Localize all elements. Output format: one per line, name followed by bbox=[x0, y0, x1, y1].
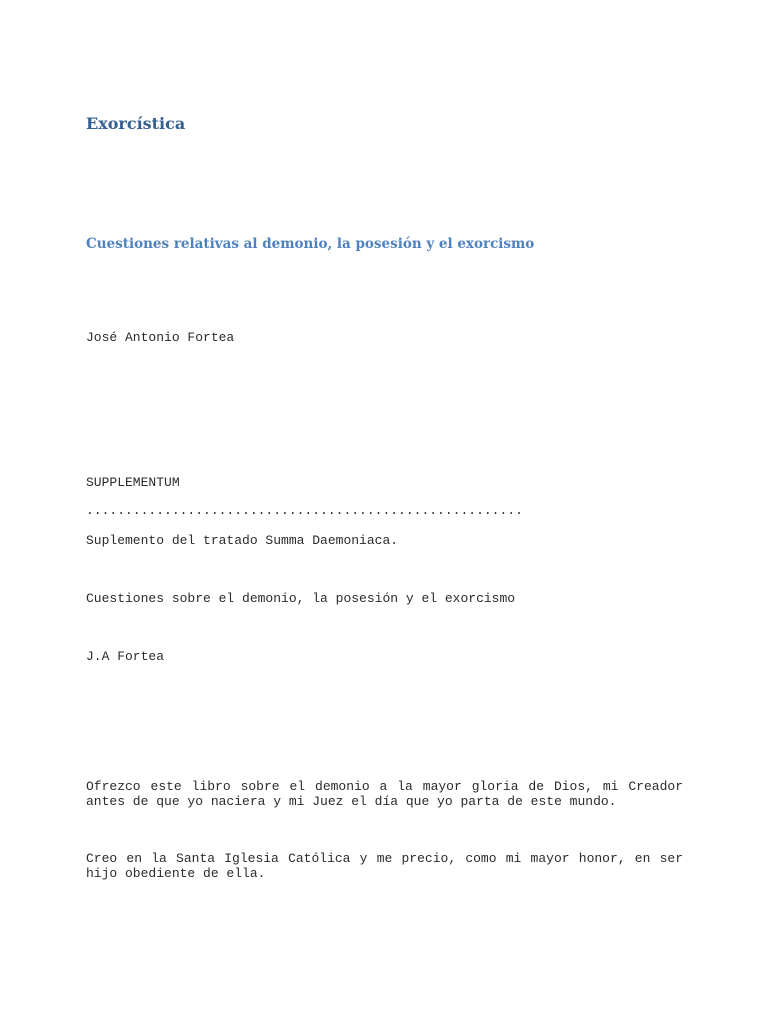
supplement-note: Suplemento del tratado Summa Daemoniaca. bbox=[86, 533, 399, 548]
dotted-separator: ........................................................ bbox=[86, 503, 523, 518]
document-title: Exorcística bbox=[86, 114, 186, 133]
questions-title: Cuestiones sobre el demonio, la posesión y el exorcismo bbox=[86, 591, 516, 606]
author-short: J.A Fortea bbox=[86, 649, 165, 664]
document-subtitle: Cuestiones relativas al demonio, la posesión y el exorcismo bbox=[86, 236, 535, 252]
dedication-paragraph: Ofrezco este libro sobre el demonio a la mayor gloria de Dios, mi Creador antes de que yo naciera y mi Juez el día que yo parta de este mundo. bbox=[86, 779, 683, 809]
faith-paragraph: Creo en la Santa Iglesia Católica y me precio, como mi mayor honor, en ser hijo obediente de ella. bbox=[86, 851, 683, 881]
author-name: José Antonio Fortea bbox=[86, 330, 235, 345]
supplement-heading: SUPPLEMENTUM bbox=[86, 475, 180, 490]
